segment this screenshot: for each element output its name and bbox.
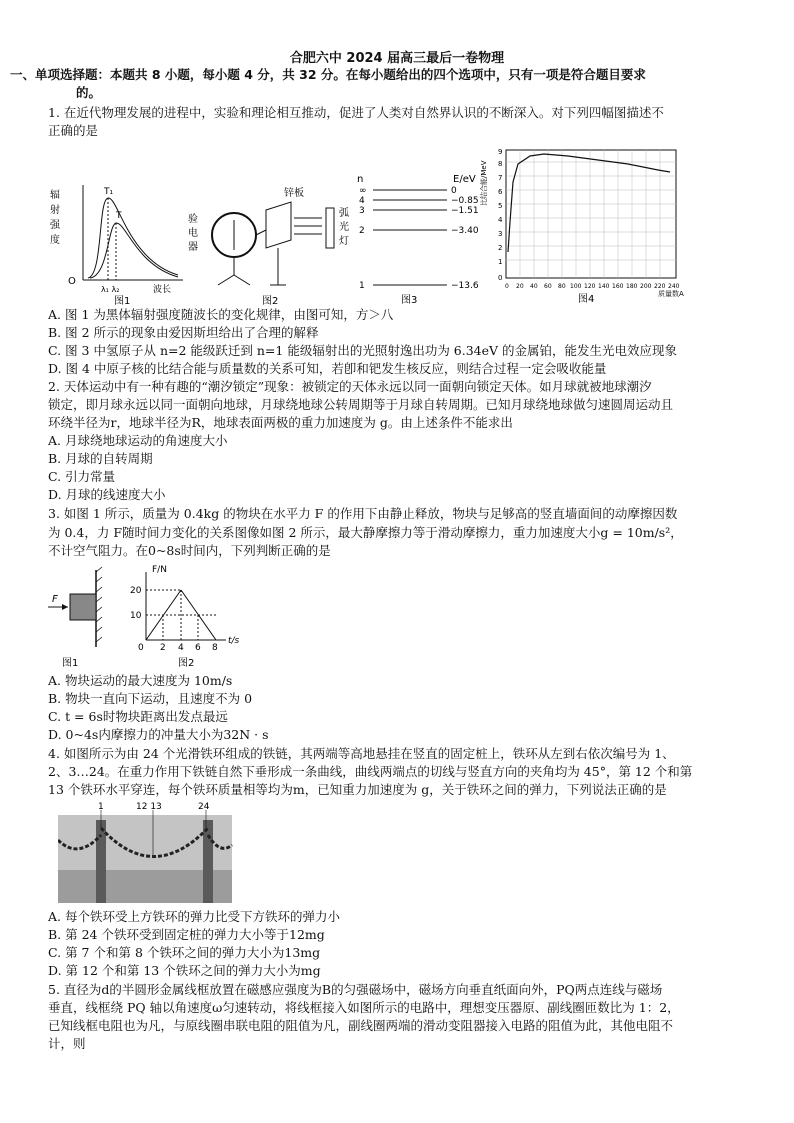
q1-fig4-ytick: 2 xyxy=(498,244,503,252)
q2-option-c[interactable]: C. 引力常量 xyxy=(48,469,116,484)
page-title: 合肥六中 2024 届高三最后一卷物理 xyxy=(289,51,505,66)
q1-fig3-level-n: 4 xyxy=(359,196,365,206)
q1-fig1-ylabel-2: 射 xyxy=(50,205,60,216)
q3-fig1-caption: 图1 xyxy=(62,658,79,669)
q1-fig2-label-3: 器 xyxy=(188,242,198,253)
q1-fig1-ylabel-1: 辐 xyxy=(50,190,60,201)
q1-fig4-xtick: 100 xyxy=(570,283,582,290)
q3-figures xyxy=(48,562,258,670)
q1-fig4-xtick: 180 xyxy=(626,283,638,290)
q2-option-b[interactable]: B. 月球的自转周期 xyxy=(48,451,153,466)
q1-fig4-xtick: 220 xyxy=(654,283,666,290)
q1-fig3-level-n: 1 xyxy=(359,281,365,291)
q4-option-c[interactable]: C. 第 7 个和第 8 个铁环之间的弹力大小为13mg xyxy=(48,945,321,960)
q3-option-d[interactable]: D. 0~4s内摩擦力的冲量大小为32N · s xyxy=(48,727,269,742)
q1-option-b[interactable]: B. 图 2 所示的现象由爱因斯坦给出了合理的解释 xyxy=(48,325,319,340)
q1-fig2-lamp-3: 灯 xyxy=(339,236,349,247)
q1-fig2-label-1: 验 xyxy=(188,214,198,225)
q1-option-d[interactable]: D. 图 4 中原子核的比结合能与质量数的关系可知，若卽和钯发生核反应，则结合过程一定会吸收能量 xyxy=(48,361,607,376)
q3-fig2-ytick: 20 xyxy=(130,586,142,596)
q1-stem: 1. 在近代物理发展的进程中，实验和理论相互推动，促进了人类对自然界认识的不断深入。对下列四幅图描述不 xyxy=(48,105,664,120)
q1-option-c[interactable]: C. 图 3 中氢原子从 n=2 能级跃迁到 n=1 能级辐射出的光照射逸出功为 6.34eV 的金属铂，能发生光电效应现象 xyxy=(48,343,678,358)
q3-stem-cont: 不计空气阻力。在0~8s时间内，下列判断正确的是 xyxy=(48,543,331,558)
q1-fig3-level-e: −0.85 xyxy=(451,196,479,206)
q1-fig4-caption: 图4 xyxy=(578,294,595,305)
q1-fig1-ylabel-4: 度 xyxy=(50,235,60,246)
q1-fig1-lambda: λ₁ λ₂ xyxy=(101,285,120,294)
q1-fig4-ytick: 6 xyxy=(498,188,503,196)
q1-fig4-xtick: 0 xyxy=(505,283,509,290)
section-heading: 一、单项选择题：本题共 8 小题，每小题 4 分，共 32 分。在每小题给出的四个选项中，只有一项是符合题目要求 xyxy=(10,67,646,82)
q3-fig2-ytick: 10 xyxy=(130,611,142,621)
q3-stem: 3. 如图 1 所示，质量为 0.4kg 的物块在水平力 F 的作用下由静止释放，物块与足够高的竖直墙面间的动摩擦因数 xyxy=(48,506,678,521)
q4-stem: 4. 如图所示为由 24 个光滑铁环组成的铁链，其两端等高地悬挂在竖直的固定桩上，铁环从左到右依次编号为 1、 xyxy=(48,746,675,761)
q1-fig4-xtick: 40 xyxy=(530,283,538,290)
q4-photo-label: 1 xyxy=(98,802,104,812)
q1-fig4-ytick: 3 xyxy=(498,230,503,238)
q3-option-c[interactable]: C. t = 6s时物块距离出发点最远 xyxy=(48,709,228,724)
q1-fig4-xtick: 120 xyxy=(584,283,596,290)
q4-option-a[interactable]: A. 每个铁环受上方铁环的弹力比受下方铁环的弹力小 xyxy=(48,909,340,924)
q1-fig4-ytick: 4 xyxy=(498,216,503,224)
q1-fig3-level-n: 3 xyxy=(359,206,365,216)
q1-fig2-caption: 图2 xyxy=(262,296,279,305)
q4-photo-label: 24 xyxy=(198,802,210,812)
q1-fig3-n-header: n xyxy=(357,174,364,185)
q1-fig4-ylabel: 比结合能/MeV xyxy=(480,160,488,206)
q1-fig4-ytick: 9 xyxy=(498,148,503,156)
q1-figure-4 xyxy=(478,142,693,307)
q3-fig2-xlabel: t/s xyxy=(228,636,240,646)
q3-fig2-ylabel: F/N xyxy=(152,565,167,575)
q1-fig3-level-e: −3.40 xyxy=(451,226,479,236)
q1-fig4-xtick: 140 xyxy=(598,283,610,290)
q1-fig3-caption: 图3 xyxy=(401,295,418,305)
q1-fig4-xtick: 200 xyxy=(640,283,652,290)
q1-fig2-lamp-2: 光 xyxy=(339,222,349,233)
q1-fig3-level-n: 2 xyxy=(359,226,365,236)
q1-fig2-lamp-1: 弧 xyxy=(339,208,349,219)
q1-fig3-level-e: 0 xyxy=(451,186,457,196)
q2-stem: 2. 天体运动中有一种有趣的“潮汐锁定”现象：被锁定的天体永远以同一面朝向锁定天体。如月球就被地球潮汐 xyxy=(48,379,652,394)
q1-fig4-xtick: 240 xyxy=(668,283,680,290)
q2-stem-cont: 环绕半径为r，地球半径为R，地球表面两极的重力加速度为 g。由上述条件不能求出 xyxy=(48,415,513,430)
q1-fig3-level-e: −1.51 xyxy=(451,206,479,216)
q1-figure-3 xyxy=(355,170,495,305)
q3-fig2-xtick: 6 xyxy=(195,643,201,653)
q1-fig2-zinc: 锌板 xyxy=(284,188,304,199)
q2-stem-cont: 锁定，即月球永远以同一面朝向地球，月球绕地球公转周期等于月球自转周期。已知月球绕地球做匀速圆周运动且 xyxy=(48,397,674,412)
q1-fig4-xlabel: 质量数A xyxy=(658,290,684,298)
q4-stem-cont: 2、3…24。在重力作用下铁链自然下垂形成一条曲线，曲线两端点的切线与竖直方向的夹角均为 45°，第 12 个和第 xyxy=(48,764,693,779)
q5-stem-cont: 垂直，线框绕 PQ 轴以角速度ω匀速转动，将线框接入如图所示的电路中，理想变压器原、副线圈匝数比为 1：2， xyxy=(48,1000,680,1015)
q3-fig2-xtick: 4 xyxy=(178,643,184,653)
q1-fig4-xtick: 160 xyxy=(612,283,624,290)
q1-fig2-label-2: 电 xyxy=(188,228,198,239)
q3-fig2-caption: 图2 xyxy=(178,658,195,669)
q1-fig4-ytick: 5 xyxy=(498,202,503,210)
q1-fig4-ytick: 8 xyxy=(498,160,503,168)
q1-fig4-ytick: 0 xyxy=(498,274,503,282)
q5-stem-cont: 计，则 xyxy=(48,1036,86,1051)
q1-figure-2 xyxy=(186,180,361,305)
q3-fig1-force: F xyxy=(52,594,58,605)
q2-option-a[interactable]: A. 月球绕地球运动的角速度大小 xyxy=(48,433,228,448)
q2-option-d[interactable]: D. 月球的线速度大小 xyxy=(48,487,166,502)
q1-fig3-level-n: ∞ xyxy=(359,186,367,196)
q4-chain-photo xyxy=(58,800,238,905)
q1-fig1-caption: 图1 xyxy=(114,296,131,305)
q1-fig3-level-e: −13.6 xyxy=(451,281,479,291)
q3-fig2-xtick: 8 xyxy=(212,643,218,653)
q1-fig4-ytick: 7 xyxy=(498,174,503,182)
q4-stem-cont: 13 个铁环水平穿连，每个铁环质量相等均为m，已知重力加速度为 g，关于铁环之间的弹力，下列说法正确的是 xyxy=(48,782,667,797)
q3-option-a[interactable]: A. 物块运动的最大速度为 10m/s xyxy=(48,673,233,688)
q1-option-a[interactable]: A. 图 1 为黑体辐射强度随波长的变化规律，由图可知，方＞八 xyxy=(48,307,394,322)
q1-fig1-ylabel-3: 强 xyxy=(50,220,60,231)
section-heading-cont: 的。 xyxy=(76,85,102,100)
q1-fig4-ytick: 1 xyxy=(498,258,503,266)
q3-fig2-xtick: 0 xyxy=(138,643,144,653)
q1-stem-cont: 正确的是 xyxy=(48,123,99,138)
q1-fig4-xtick: 20 xyxy=(516,283,524,290)
q3-stem-cont: 为 0.4，力 F随时间力变化的关系图像如图 2 所示，最大静摩擦力等于滑动摩擦力，重力加速度大小g = 10m/s²， xyxy=(48,525,683,540)
q1-fig3-energy-header: E/eV xyxy=(453,174,476,185)
q5-stem: 5. 直径为d的半圆形金属线框放置在磁感应强度为B的匀强磁场中，磁场方向垂直纸面向外，PQ两点连线与磁场 xyxy=(48,982,663,997)
q1-fig1-t1: T₁ xyxy=(104,187,114,197)
q1-fig1-origin: O xyxy=(68,276,76,287)
q1-figure-1 xyxy=(48,180,188,305)
q4-photo-label: 12 13 xyxy=(136,802,162,812)
q4-option-b[interactable]: B. 第 24 个铁环受到固定桩的弹力大小等于12mg xyxy=(48,927,325,942)
q1-fig1-t2: T xyxy=(116,211,122,221)
q3-fig2-xtick: 2 xyxy=(160,643,166,653)
q3-option-b[interactable]: B. 物块一直向下运动，且速度不为 0 xyxy=(48,691,253,706)
q5-stem-cont: 已知线框电阻也为凡，与原线圈串联电阻的阻值为凡，副线圈两端的滑动变阻器接入电路的阻值为此，其他电阻不 xyxy=(48,1018,674,1033)
q1-fig4-xtick: 60 xyxy=(544,283,552,290)
q1-fig1-xlabel: 波长 xyxy=(153,285,172,295)
q4-option-d[interactable]: D. 第 12 个和第 13 个铁环之间的弹力大小为mg xyxy=(48,963,321,978)
q1-fig4-xtick: 80 xyxy=(558,283,566,290)
